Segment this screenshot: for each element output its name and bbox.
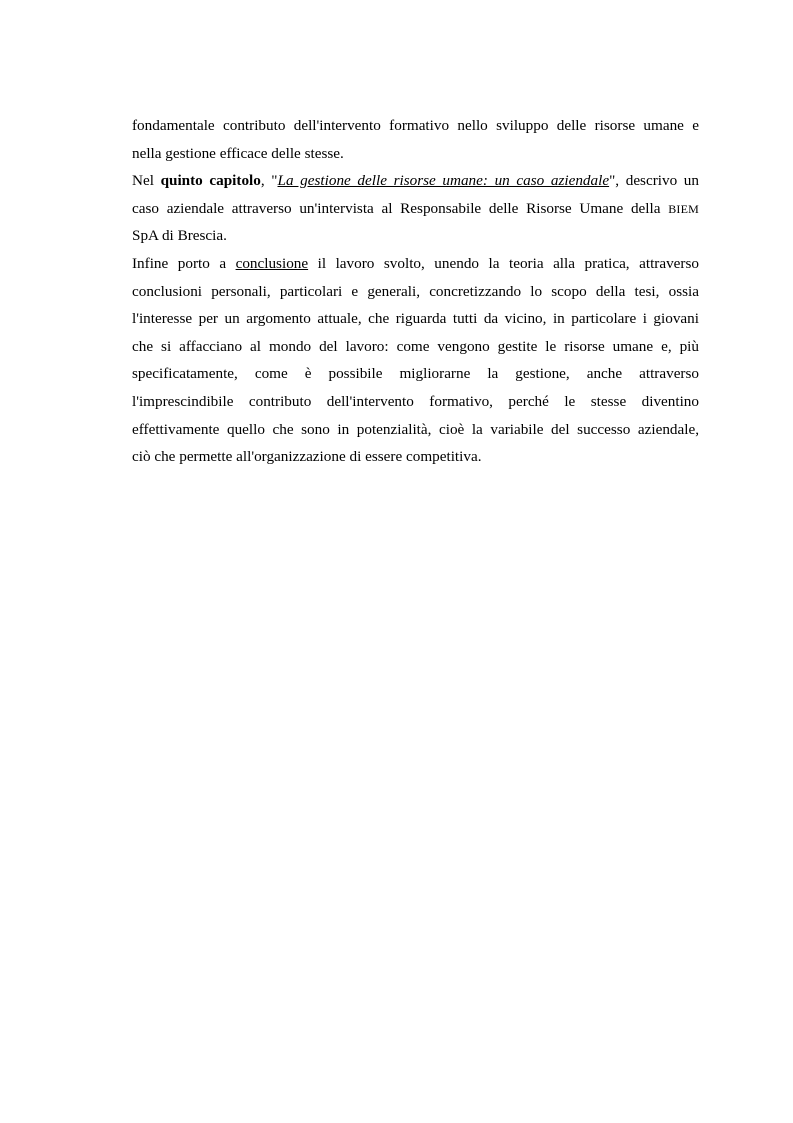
- text-line: specificatamente, come è possibile migliorarne la gestione, anche attraverso: [132, 365, 699, 383]
- chapter-label: quinto capitolo: [160, 172, 261, 190]
- body-text: [132, 112, 699, 471]
- text-line: che si affacciano al mondo del lavoro: come vengono gestite le risorse umane e, più: [132, 337, 699, 355]
- text-run: caso aziendale attraverso un'intervista al Responsabile delle Risorse Umane della: [132, 199, 669, 217]
- text-line: [132, 167, 699, 195]
- chapter-title: La gestione delle risorse umane: un caso aziendale: [277, 172, 610, 190]
- text-line: [132, 250, 699, 278]
- text-run: Nel: [132, 172, 161, 190]
- conclusion-term: conclusione: [235, 254, 309, 272]
- text-line: conclusioni personali, particolari e generali, concretizzando lo scopo della tesi, ossia: [132, 282, 699, 300]
- text-run: ", descrivo un: [609, 172, 699, 190]
- text-run: Infine porto a: [132, 254, 236, 272]
- text-line: l'interesse per un argomento attuale, che riguarda tutti da vicino, in particolare i giovani: [132, 310, 699, 328]
- text-line: fondamentale contributo dell'intervento formativo nello sviluppo delle risorse umane e: [132, 117, 699, 134]
- text-line: [132, 195, 699, 223]
- text-line: nella gestione efficace delle stesse.: [132, 144, 344, 162]
- text-line: SpA di Brescia.: [132, 227, 227, 245]
- text-run: , ": [260, 172, 278, 190]
- text-line: l'imprescindibile contributo dell'intervento formativo, perché le stesse diventino: [132, 392, 699, 410]
- company-name: BIEM: [668, 201, 699, 216]
- text-run: il lavoro svolto, unendo la teoria alla pratica, attraverso: [308, 254, 699, 272]
- text-line: effettivamente quello che sono in potenzialità, cioè la variabile del successo aziendale,: [132, 420, 699, 438]
- text-line: ciò che permette all'organizzazione di essere competitiva.: [132, 448, 482, 466]
